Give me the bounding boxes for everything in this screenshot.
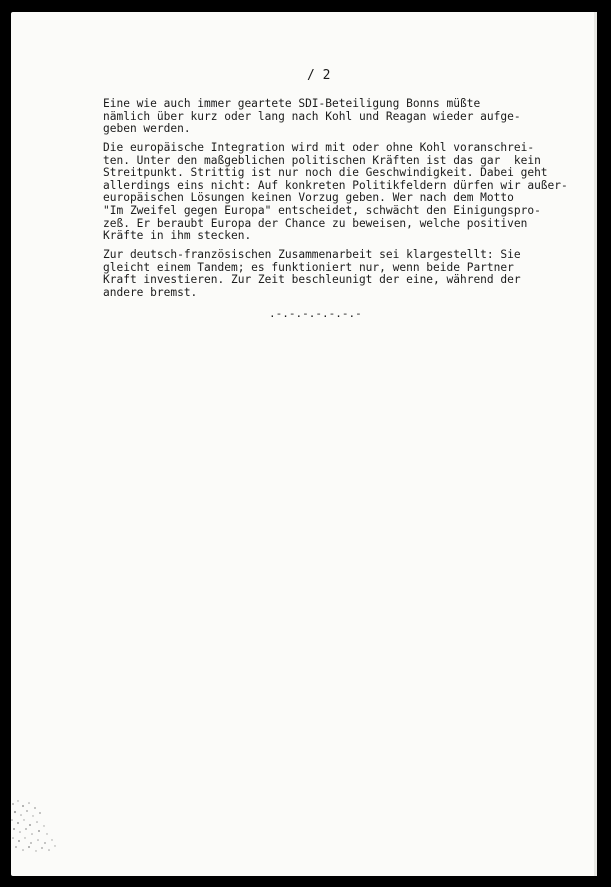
text-line: "Im Zweifel gegen Europa" entscheidet, schwächt den Einigungspro-	[103, 203, 541, 217]
paragraph-european-integration	[103, 142, 573, 243]
text-line: nämlich über kurz oder lang nach Kohl und Reagan wieder aufge-	[103, 109, 521, 123]
end-separator: .-.-.-.-.-.-.-	[269, 307, 362, 320]
text-line: andere bremst.	[103, 285, 198, 299]
text-line: Kräfte in ihm stecken.	[103, 229, 252, 243]
text-line: Die europäische Integration wird mit oder ohne Kohl voranschrei-	[103, 141, 535, 154]
text-line: Eine wie auch immer geartete SDI-Beteiligung Bonns müßte	[103, 97, 481, 110]
document-page	[11, 12, 597, 876]
text-line: allerdings eins nicht: Auf konkreten Politikfeldern dürfen wir außer-	[103, 178, 568, 192]
paragraph-sdi	[103, 98, 573, 136]
text-line: Kraft investieren. Zur Zeit beschleunigt der eine, während der	[103, 273, 521, 287]
page-number: / 2	[307, 68, 331, 83]
scan-noise-speckle	[9, 798, 61, 854]
text-line: Zur deutsch-französischen Zusammenarbeit sei klargestellt: Sie	[103, 248, 521, 261]
text-line: europäischen Lösungen keinen Vorzug geben. Wer nach dem Motto	[103, 191, 514, 205]
text-line: zeß. Er beraubt Europa der Chance zu beweisen, welche positiven	[103, 216, 528, 230]
text-line: ten. Unter den maßgeblichen politischen Kräften ist das gar kein	[103, 153, 541, 167]
text-line: Streitpunkt. Strittig ist nur noch die Geschwindigkeit. Dabei geht	[103, 166, 548, 180]
text-line: gleicht einem Tandem; es funktioniert nur, wenn beide Partner	[103, 260, 514, 274]
text-line: geben werden.	[103, 122, 191, 136]
scan-edge	[594, 12, 597, 876]
paragraph-franco-german	[103, 249, 573, 299]
